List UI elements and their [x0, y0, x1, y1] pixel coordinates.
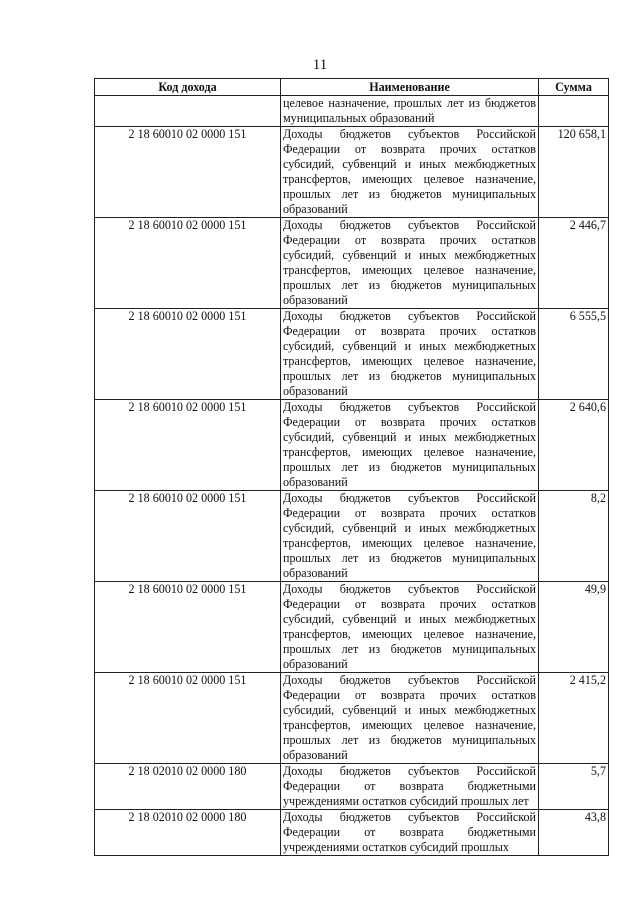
revenue-sum: 49,9 [539, 582, 609, 673]
table-row [95, 491, 609, 582]
revenue-code: 2 18 02010 02 0000 180 [95, 764, 281, 810]
table-row [95, 582, 609, 673]
revenue-name: Доходы бюджетов субъектов Российской Федерации от возврата бюджетными учреждениями остатков субсидий прошлых лет [281, 764, 539, 810]
table-row [95, 764, 609, 810]
column-header-sum: Сумма [539, 79, 609, 96]
table-row [95, 96, 609, 127]
revenue-code: 2 18 60010 02 0000 151 [95, 400, 281, 491]
revenue-name: Доходы бюджетов субъектов Российской Федерации от возврата прочих остатков субсидий, субвенций и иных межбюджетных трансфертов, имеющих целевое назначение, прошлых лет из бюджетов муниципальных образований [281, 218, 539, 309]
revenue-sum: 2 640,6 [539, 400, 609, 491]
table-row [95, 309, 609, 400]
revenue-name: Доходы бюджетов субъектов Российской Федерации от возврата бюджетными учреждениями остатков субсидий прошлых [281, 810, 539, 856]
revenue-sum: 5,7 [539, 764, 609, 810]
table-header-row [95, 79, 609, 96]
revenue-name: Доходы бюджетов субъектов Российской Федерации от возврата прочих остатков субсидий, субвенций и иных межбюджетных трансфертов, имеющих целевое назначение, прошлых лет из бюджетов муниципальных образований [281, 309, 539, 400]
revenue-name: целевое назначение, прошлых лет из бюджетов муниципальных образований [281, 96, 539, 127]
revenue-code: 2 18 60010 02 0000 151 [95, 218, 281, 309]
page-number: 11 [312, 57, 328, 73]
revenue-sum: 120 658,1 [539, 127, 609, 218]
revenue-code: 2 18 60010 02 0000 151 [95, 582, 281, 673]
revenue-code: 2 18 60010 02 0000 151 [95, 673, 281, 764]
table-row [95, 127, 609, 218]
revenue-code: 2 18 60010 02 0000 151 [95, 491, 281, 582]
revenue-code: 2 18 60010 02 0000 151 [95, 127, 281, 218]
revenue-sum: 2 446,7 [539, 218, 609, 309]
table-row [95, 400, 609, 491]
revenue-name: Доходы бюджетов субъектов Российской Федерации от возврата прочих остатков субсидий, субвенций и иных межбюджетных трансфертов, имеющих целевое назначение, прошлых лет из бюджетов муниципальных образований [281, 400, 539, 491]
table-row [95, 218, 609, 309]
revenue-code: 2 18 02010 02 0000 180 [95, 810, 281, 856]
revenue-name: Доходы бюджетов субъектов Российской Федерации от возврата прочих остатков субсидий, субвенций и иных межбюджетных трансфертов, имеющих целевое назначение, прошлых лет из бюджетов муниципальных образований [281, 582, 539, 673]
revenue-code [95, 96, 281, 127]
revenue-name: Доходы бюджетов субъектов Российской Федерации от возврата прочих остатков субсидий, субвенций и иных межбюджетных трансфертов, имеющих целевое назначение, прошлых лет из бюджетов муниципальных образований [281, 491, 539, 582]
revenue-sum: 6 555,5 [539, 309, 609, 400]
revenue-sum: 43,8 [539, 810, 609, 856]
column-header-name: Наименование [281, 79, 539, 96]
revenue-name: Доходы бюджетов субъектов Российской Федерации от возврата прочих остатков субсидий, субвенций и иных межбюджетных трансфертов, имеющих целевое назначение, прошлых лет из бюджетов муниципальных образований [281, 673, 539, 764]
column-header-code: Код дохода [95, 79, 281, 96]
revenue-code: 2 18 60010 02 0000 151 [95, 309, 281, 400]
revenue-sum: 8,2 [539, 491, 609, 582]
table-row [95, 673, 609, 764]
revenue-name: Доходы бюджетов субъектов Российской Федерации от возврата прочих остатков субсидий, субвенций и иных межбюджетных трансфертов, имеющих целевое назначение, прошлых лет из бюджетов муниципальных образований [281, 127, 539, 218]
revenue-sum: 2 415,2 [539, 673, 609, 764]
revenue-sum [539, 96, 609, 127]
revenue-table [94, 78, 609, 856]
table-row [95, 810, 609, 856]
